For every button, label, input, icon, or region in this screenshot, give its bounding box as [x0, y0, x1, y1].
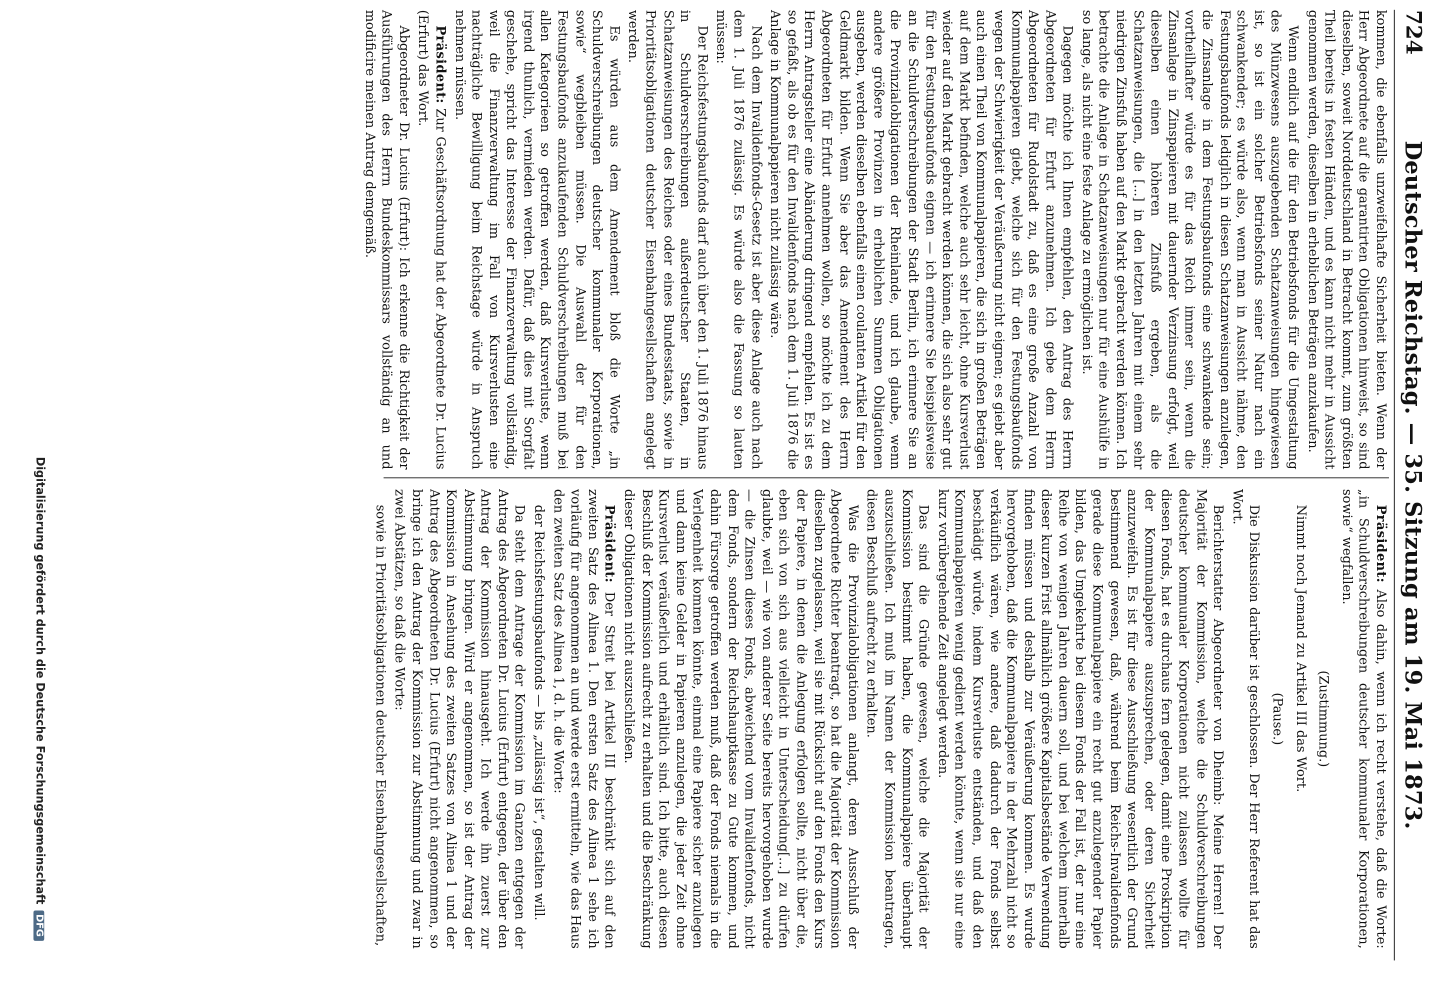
column-divider [384, 477, 1389, 478]
paragraph: Berichterstatter Abgeordneter von Dheimb: Meine Herren! Der Majorität der Kommission, welche die Schuldverschreibungen deutscher kommunaler Korporationen nicht zulassen wollte für diesen Fonds, hat es durchaus fern gelegen, damit eine Proskription der Kommunalpapiere auszusprechen, oder deren Sicherheit anzuzweifeln. Es ist für diese Ausschließung wesentlich der Grund bestimmend gewesen, daß, während beim Reichs-Invalidenfonds gerade diese Kommunalpapiere ein recht gut anzulegender Papier bilden, das Umgekehrte bei diesem Fonds der Fall ist, der nur eine Reihe von wenigen Jahren dauern soll, und bei welchem innerhalb dieser kurzen Frist allmählich größere Kapitalsbestände Verwendung finden müssen und deshalb zur Veräußerung kommen. Es wurde hervorgehoben, daß die Kommunalpapiere in der Mehrzahl nicht so verkäuflich wären, wie andere, daß dadurch der Fonds selbst beschädigt würde, indem Kursverluste entständen, und daß den Kommunalpapieren wenig gedient werden könnte, wenn sie nur eine kurz vorübergehende Zeit angelegt werden. [934, 489, 1225, 949]
paragraph: Dagegen möchte ich Ihnen empfehlen, den Antrag des Herrn Abgeordneten für Erfurt anzunehmen. Ich gebe dem Herrn Abgeordneten für Rudolstadt zu, daß es eine große Anzahl von Kommunalpapieren giebt, welche sich für den Festungsbaufonds wegen der Schwierigkeit der Veräußerung nicht eignen; es giebt aber auch einen Theil von Kommunalpapieren, die sich in großen Beträgen auf dem Markt befinden, welche auch sehr leicht, ohne Kursverlust wieder auf den Markt gebracht werden können, die sich also sehr gut für den Festungsbaufonds eignen — ich erinnere Sie beispielsweise an die Schuldverschreibungen der Stadt Berlin, ich erinnere Sie an die Provinzialobligationen der Rheinlande, und ich glaube, wenn andere größere Provinzen in erheblichen Summen Obligationen ausgeben, werden dieselben ebenfalls einen coulanten Artikel für den Geldmarkt bilden. Wenn Sie aber das Amendement des Herrn Abgeordneten für Erfurt annehmen wollen, so möchte ich zu dem Herrn Antragsteller eine Abänderung dringend empfehlen. Es ist es so gefaßt, als ob es für den Invalidenfonds nach dem 1. Juli 1876 die Anlage in Kommunalpapieren nicht zulässig wäre. [767, 9, 1075, 470]
paragraph: Der Reichsfestungsbaufonds darf auch über den 1. Juli 1876 hinaus in Schuldverschreibungen außerdeutscher Staaten, in Schatzanweisungen des Reiches oder eines Bundesstaats, sowie in Prioritätsobligationen deutscher Eisenbahngesellschaften angelegt werden. [625, 9, 710, 470]
rotated-document-page [32, 2, 1432, 980]
speaker-label: Präsident: [602, 504, 617, 583]
paragraph: Da steht dem Antrage der Kommission im Ganzen entgegen der Antrag des Abgeordneten Dr. Lucius (Erfurt) entgegen, der über den Antrag der Kommission hinausgeht. Ich werde ihn zuerst zur Abstimmung bringen. Wird er angenommen, so ist der Antrag der Kommission in Ansehung des zweiten Satzes von Alinea 1 und der Antrag des Abgeordneten Dr. Lucius (Erfurt) nicht angenommen, so bringe ich den Antrag der Kommission zur Abstimmung und zwar in zwei Abstätzen, so daß die Worte: [391, 489, 527, 949]
page-number: 724 [1400, 9, 1427, 55]
running-title: Deutscher Reichstag. — 35. Sitzung am 19. Mai 1873. [1399, 140, 1427, 830]
paragraph: Es würden aus dem Amendement bloß die Worte „in Schuldverschreibungen deutscher kommunaler Korporationen, sowie“ wegbleiben müssen. Die Auswahl der für den Festungsbaufonds anzukaufenden Schuldverschreibungen muß bei allen Kategorieen so getroffen werden, daß Kursverluste, wenn irgend thunlich, vermieden werden. Dafür, daß dies mit Sorgfalt geschehe, spricht das Interesse der Finanzverwaltung vollständig, weil die Finanzverwaltung im Fall von Kursverlusten eine nachträgliche Bewilligung beim Reichstage würde in Anspruch nehmen müssen. [451, 9, 622, 470]
paragraph-text: Also dahin, wenn ich recht verstehe, daß die Worte: „in Schuldverschreibungen deutscher kommunaler Korporationen, sowie“ wegfallen. [1338, 489, 1388, 949]
left-text-column [32, 10, 1389, 470]
paragraph: Nimmt noch Jemand zu Artikel III das Wort. [1292, 504, 1308, 793]
speaker-label: Präsident: [1373, 504, 1388, 583]
paragraph [414, 10, 448, 470]
paragraph: kommen, die ebenfalls unzweifelhafte Sicherheit bieten. Wenn der Herr Abgeordnete auf die garantirten Obligationen hinweist, so sind dieselben, soweit Norddeutschland in Betracht kommt, zum größten Theil bereits in festen Händen, und es kann nicht mehr in Aussicht genommen werden, dieselben in erheblichen Beträgen anzukaufen. [1304, 9, 1388, 470]
paragraph-text: Der Streit bei Artikel III beschränkt sich auf den zweiten Satz des Alinea 1. Den ersten Satz des Alinea 1 sehe ich vorläufig für angenommen an und werde erst ermitteln, wie das Haus den zweiten Satz des Alinea 1, d. h. die Worte: [550, 489, 617, 949]
right-text-column [32, 489, 1389, 949]
paragraph: Nach dem Invalidenfonds-Gesetz ist aber diese Anlage auch nach dem 1. Juli 1876 zulässig. Es würde also die Fassung so lauten müssen: [713, 9, 763, 470]
paragraph: Was die Provinzialobligationen anlangt, deren Ausschluß der Abgeordnete Richter beantragt, so hat die Majorität der Kommission dieselben zugelassen, weil sie mit Rücksicht auf den Fonds den Kurs der Papiere, in denen die Anlegung erfolgen sollte, nicht über die, eben sich von sich aus vielleicht in Unterscheidung[...] zu dürfen glaubte, weil — wie von anderer Seite bereits hervorgehoben wurde — die Zinsen dieses Fonds, abweichend vom Invalidenfonds, nicht dem Fonds, sondern der Reichshauptkasse zu Gute kommen, und dahin Fürsorge getroffen werden muß, daß der Fonds niemals in die Verlegenheit kommen könnte, einmal eine Papiere sicher anzulegen und dann keine Gelder in Papieren anzulegen, die jeder Zeit ohne Kursverlust veräußerlich und erhältlich sind. Ich bitte, auch diesen Beschluß der Kommission aufrecht zu erhalten und die Beschränkung dieser Obligationen nicht auszuschließen. [621, 489, 860, 949]
paragraph: Die Diskussion darüber ist geschlossen. Der Herr Referent hat das Wort. [1229, 489, 1262, 949]
dfg-logo: DFG [33, 910, 44, 941]
paragraph [1337, 489, 1389, 949]
paragraph-text: Zur Geschäftsordnung hat der Abgeordnete Dr. Lucius (Erfurt) das Wort. [415, 9, 448, 470]
paragraph [549, 489, 618, 949]
speaker-label: Präsident: [432, 25, 448, 104]
stage-direction: (Zustimmung.) [1315, 670, 1331, 768]
stage-direction: (Pause.) [1269, 692, 1285, 746]
page-header [1394, 10, 1430, 961]
paragraph: sowie in Prioritätsobligationen deutscher Eisenbahngesellschaften, [372, 504, 388, 947]
paragraph: Das sind die Gründe gewesen, welche die Majorität der Kommission bestimmt haben, die Kommunalpapiere überhaupt auszuschließen. Ich muß im Namen der Kommission beantragen, diesen Beschluß aufrecht zu erhalten. [864, 489, 931, 949]
paragraph: Abgeordneter Dr. Lucius (Erfurt): Ich erkenne die Richtigkeit der Ausführungen des Herrn Bundeskommissars vollständig an und modificire meinen Antrag demgemäß. [361, 9, 411, 470]
paragraph: der Reichsfestungsbaufonds — bis „zulässig ist“, gestalten will. [531, 504, 547, 921]
credit-text: Digitalisierung gefördert durch die Deutsche Forschungsgemeinschaft [33, 456, 48, 905]
paragraph: Wenn endlich auf die für den Betriebsfonds für die Umgestaltung des Münzwesens auszugebenden Schatzanweisungen hingewiesen ist, so ist ein solcher Betriebsfonds seiner Natur nach ein schwankender; es würde also, wenn man in Aussicht nähme, den Festungsbaufonds lediglich in diesen Schatzanweisungen anzulegen, die Zinsanlage in dem Festungsbaufonds eine schwankende sein; vortheilhafter würde es für das Reich immer sein, wenn die Zinsanlage in Zinspapieren mit dauernder Verzinsung erfolgt, weil dieselben einen höheren Zinsfuß ergeben, als die Schatzanweisungen, die [...] in den letzten Jahren mit einem sehr niedrigen Zinsfuß haben auf den Markt gebracht werden können. Ich betrachte die Anlage in Schatzanweisungen nur für eine Aushülfe in so lange, als nicht eine feste Anlage zu ermöglichen ist. [1078, 9, 1301, 470]
digitization-credit [33, 22, 47, 941]
